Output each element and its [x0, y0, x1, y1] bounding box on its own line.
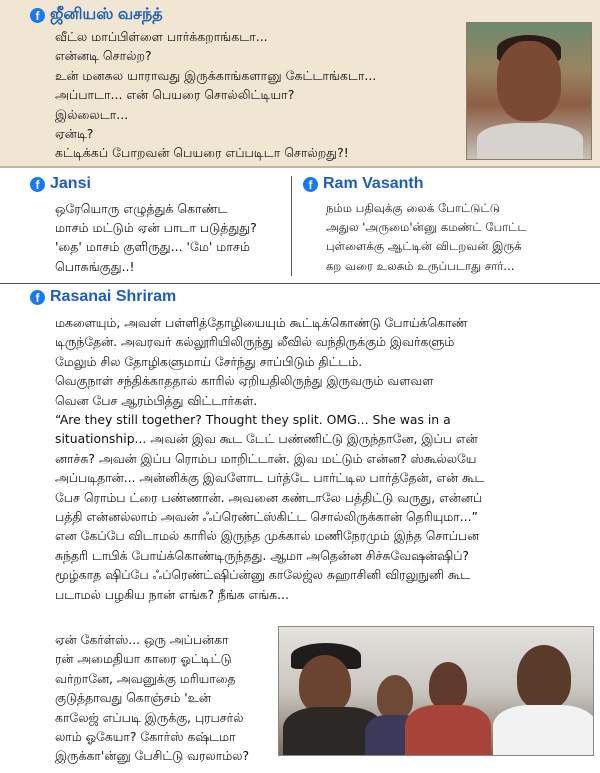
rasanai-post-author-name: Rasanai Shriram: [50, 288, 177, 305]
facebook-icon: f: [30, 290, 45, 305]
rasanai-post-body: [55, 313, 595, 604]
top-post-line: என்னடி சொல்ற?: [55, 48, 152, 64]
article-line: “Are they still together? Thought they split. OMG... She was in a: [55, 412, 451, 428]
jansi-post-line: பொசுங்குது..!: [55, 258, 135, 274]
article-line: மகளையும், அவள் பள்ளித்தோழியையும் கூட்டிக்கொண்டு போய்க்கொண்: [55, 315, 468, 330]
article-line: மேலும் சில தோழிகளுமாய் சேர்ந்து சாப்பிடும் திட்டம்.: [55, 353, 363, 369]
column-divider: [291, 176, 292, 276]
article-line: மூழ்காத ஷிப்பே ஃப்ரெண்ட்ஷிப்ன்னு காலேஜ்ல சுஹாசினி விரலுநுனி கூட: [55, 567, 471, 583]
facebook-icon: f: [30, 8, 45, 23]
article-line: situationship... அவன் இவ கூட டேட் பண்ணிட்டு இருந்தானே, இப்ப என்: [55, 431, 478, 447]
middle-posts-row: [0, 170, 600, 283]
article-line: குடுத்தாவது கொஞ்சம் 'உன்: [55, 690, 211, 706]
photo-shirt: [477, 123, 583, 160]
ram-post-author-name: Ram Vasanth: [323, 175, 424, 192]
rasanai-post-body-continued: [55, 630, 275, 766]
photo-person-body: [493, 705, 594, 756]
ram-post: [293, 170, 600, 283]
photo-person-head: [429, 662, 467, 710]
article-line: னாச்சு? அவன் இப்ப ரொம்ப மாறிட்டான். இவ மட்டும் என்ன? ஸ்கூல்லயே: [55, 450, 477, 466]
top-post-photo: [466, 22, 592, 160]
ram-post-body: [326, 199, 594, 276]
top-post-line: அப்பாடா... என் பெயரை சொல்லிட்டியா?: [55, 87, 295, 103]
photo-person-body: [405, 705, 491, 756]
article-line: வர்றானே, அவனுக்கு மரியாதை: [55, 670, 236, 686]
article-line: லாம் ஓகேயா? கோர்ஸ் கஷ்டமா: [55, 729, 236, 745]
jansi-post-line: ஒரேயொரு எழுத்துக் கொண்ட: [55, 201, 228, 216]
photo-person-head: [299, 655, 351, 713]
jansi-post-author-name: Jansi: [50, 175, 91, 192]
article-line: இருக்கா'ன்னு பேசிட்டு வரலாம்ல?: [55, 748, 250, 764]
facebook-icon: f: [303, 177, 318, 192]
article-line: சுந்தரி டாபிக் போய்க்கொண்டிருந்தது. ஆமா அதென்ன சிச்சுவேஷன்ஷிப்?: [55, 547, 469, 563]
top-post-author[interactable]: [30, 5, 163, 25]
article-line: பேச ரொம்ப ட்ரை பண்ணான். அவனை கண்டாலே பத்திட்டு வருது, என்னப்: [55, 489, 483, 505]
top-post-line: உன் மனசுல யாராவது இருக்காங்களானு கேட்டாங்கடா...: [55, 67, 377, 83]
ram-post-line: அதுல 'அருமை'ன்னு கமண்ட் போட்ட: [326, 220, 527, 235]
article-line: ஏன் கேர்ள்ஸ்... ஒரு அப்பன்கா: [55, 632, 229, 647]
top-post-author-name: ஜீனியஸ் வசந்த்: [50, 6, 163, 23]
jansi-post-body: [55, 199, 287, 276]
jansi-post: [0, 170, 290, 283]
jansi-post-line: 'தை' மாசம் குளிருது... 'மே' மாசம்: [55, 239, 250, 255]
photo-person-head: [377, 675, 413, 719]
article-line: டிருந்தேன். அவரவர் கல்லூரியிலிருந்து லீவில் வந்திருக்கும் இவர்களும்: [55, 334, 455, 350]
top-post-line: கட்டிக்கப் போறவன் பெயரை எப்படிடா சொல்றது?!: [55, 145, 349, 161]
jansi-post-author[interactable]: [30, 175, 91, 193]
top-post-line: ஏன்டி?: [55, 126, 94, 142]
top-post-body: [55, 27, 465, 163]
rasanai-post-photo: [278, 626, 594, 756]
facebook-icon: f: [30, 177, 45, 192]
article-line: பத்தி என்னல்லாம் அவன் ஃப்ரெண்ட்ஸ்கிட்ட சொல்லிருக்கான் தெரியுமா...”: [55, 509, 478, 525]
top-post: [0, 0, 600, 168]
photo-person-head: [517, 645, 571, 709]
rasanai-post-author[interactable]: [30, 288, 176, 306]
jansi-post-line: மாசம் மட்டும் ஏன் பாடா படுத்துது?: [55, 220, 257, 236]
ram-post-line: நம்ம பதிவுக்கு லைக் போட்டுட்டு: [326, 201, 501, 215]
article-line: காலேஜ் எப்படி இருக்கு, புரபசர்ல்: [55, 709, 244, 725]
article-line: ரன் அமைதியா காரை ஓட்டிட்டு: [55, 651, 232, 667]
top-post-line: வீட்ல மாப்பிள்ளை பார்க்கறாங்கடா...: [55, 29, 268, 44]
article-line: வென பேச ஆரம்பித்து விட்டார்கள்.: [55, 392, 258, 408]
ram-post-line: புள்ளைக்கு ஆட்டின் விடறவன் இருக்: [326, 239, 522, 254]
article-line: என கேப்பே விடாமல் காரில் இருந்த முக்கால் மணிநேரமும் இந்த சொப்பன: [55, 528, 480, 544]
article-line: அப்படிதான்... அன்னிக்கு இவளோட பர்த்டே பார்ட்டில பார்த்தேன், என் கூட: [55, 470, 485, 486]
section-divider: [0, 283, 600, 284]
photo-face: [497, 41, 561, 121]
top-post-line: இல்லைடா...: [55, 106, 129, 122]
ram-post-author[interactable]: [303, 175, 423, 193]
article-line: படாமல் பழகிய நான் எங்க? நீங்க எங்க...: [55, 586, 289, 602]
ram-post-line: கற வரை உலகம் உருப்படாது சார்...: [326, 258, 515, 273]
article-line: வெகுநாள் சந்திக்காததால் காரில் ஏறியதிலிருந்து இருவரும் வளவள: [55, 373, 434, 389]
